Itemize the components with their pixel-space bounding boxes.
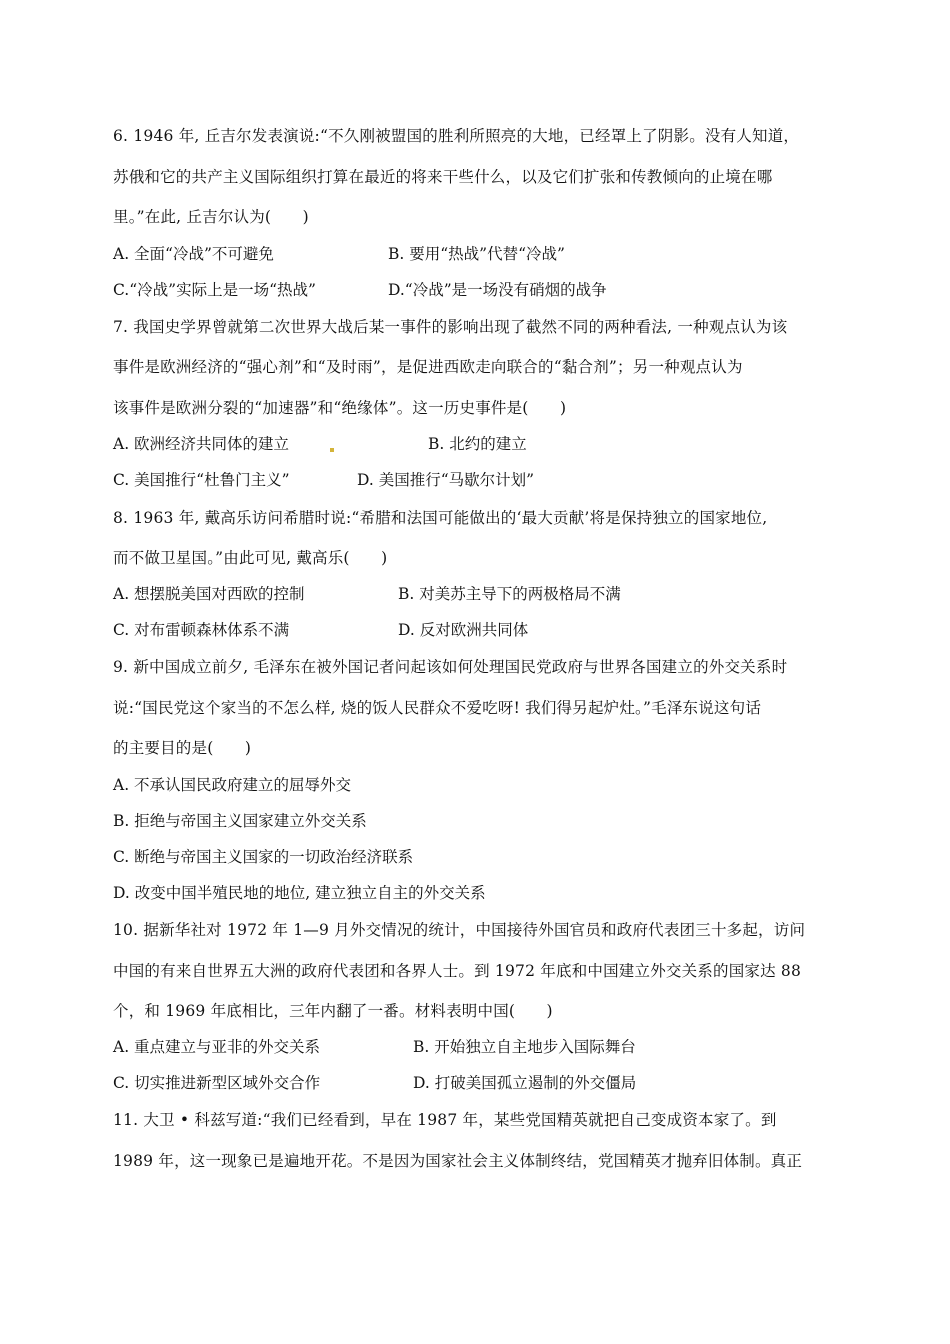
question-6-line-2: 苏俄和它的共产主义国际组织打算在最近的将来干些什么，以及它们扩张和传教倾向的止境在哪 bbox=[113, 168, 773, 186]
question-9-option-a: A. 不承认国民政府建立的屈辱外交 bbox=[113, 776, 352, 794]
question-9-line-1: 9. 新中国成立前夕, 毛泽东在被外国记者问起该如何处理国民党政府与世界各国建立的外交关系时 bbox=[113, 658, 788, 676]
question-7-line-3: 该事件是欧洲分裂的“加速器”和“绝缘体”。这一历史事件是( ) bbox=[113, 399, 567, 417]
question-10-line-3: 个，和 1969 年底相比，三年内翻了一番。材料表明中国( ) bbox=[113, 1002, 553, 1020]
question-6-option-b: B. 要用“热战”代替“冷战” bbox=[388, 245, 565, 263]
question-11-line-2: 1989 年，这一现象已是遍地开花。不是因为国家社会主义体制终结，党国精英才抛弃旧体制。真正 bbox=[113, 1152, 803, 1170]
question-8-option-b: B. 对美苏主导下的两极格局不满 bbox=[398, 585, 621, 603]
question-7-option-b: B. 北约的建立 bbox=[428, 435, 527, 453]
question-7-option-c: C. 美国推行“杜鲁门主义” bbox=[113, 471, 290, 489]
question-8-line-2: 而不做卫星国。”由此可见, 戴高乐( ) bbox=[113, 549, 388, 567]
question-9-option-b: B. 拒绝与帝国主义国家建立外交关系 bbox=[113, 812, 367, 830]
question-6-option-d: D.“冷战”是一场没有硝烟的战争 bbox=[388, 281, 607, 299]
question-8-option-d: D. 反对欧洲共同体 bbox=[398, 621, 529, 639]
question-10-line-1: 10. 据新华社对 1972 年 1—9 月外交情况的统计，中国接待外国官员和政府代表团三十多起，访问 bbox=[113, 921, 806, 939]
question-8-option-a: A. 想摆脱美国对西欧的控制 bbox=[113, 585, 305, 603]
question-10-option-b: B. 开始独立自主地步入国际舞台 bbox=[413, 1038, 636, 1056]
question-7-line-2: 事件是欧洲经济的“强心剂”和“及时雨”，是促进西欧走向联合的“黏合剂”；另一种观点认为 bbox=[113, 358, 743, 376]
question-8-line-1: 8. 1963 年, 戴高乐访问希腊时说:“希腊和法国可能做出的‘最大贡献’将是保持独立的国家地位, bbox=[113, 509, 768, 527]
question-10-line-2: 中国的有来自世界五大洲的政府代表团和各界人士。到 1972 年底和中国建立外交关系的国家达 88 bbox=[113, 962, 802, 980]
question-9-line-2: 说:“国民党这个家当的不怎么样, 烧的饭人民群众不爱吃呀! 我们得另起炉灶。”毛泽东说这句话 bbox=[113, 699, 762, 717]
question-6-line-3: 里。”在此, 丘吉尔认为( ) bbox=[113, 208, 309, 226]
question-6-line-1: 6. 1946 年, 丘吉尔发表演说:“不久刚被盟国的胜利所照亮的大地，已经罩上了阴影。没有人知道， bbox=[113, 127, 800, 145]
question-7-line-1: 7. 我国史学界曾就第二次世界大战后某一事件的影响出现了截然不同的两种看法, 一种观点认为该 bbox=[113, 318, 788, 336]
question-7-option-d: D. 美国推行“马歇尔计划” bbox=[357, 471, 535, 489]
question-9-option-c: C. 断绝与帝国主义国家的一切政治经济联系 bbox=[113, 848, 414, 866]
question-10-option-d: D. 打破美国孤立遏制的外交僵局 bbox=[413, 1074, 637, 1092]
question-10-option-c: C. 切实推进新型区域外交合作 bbox=[113, 1074, 321, 1092]
question-6-option-a: A. 全面“冷战”不可避免 bbox=[113, 245, 274, 263]
question-7-option-a: A. 欧洲经济共同体的建立 bbox=[113, 435, 290, 453]
question-6-option-c: C.“冷战”实际上是一场“热战” bbox=[113, 281, 316, 299]
question-10-option-a: A. 重点建立与亚非的外交关系 bbox=[113, 1038, 321, 1056]
question-9-option-d: D. 改变中国半殖民地的地位, 建立独立自主的外交关系 bbox=[113, 884, 486, 902]
question-11-line-1: 11. 大卫 • 科兹写道:“我们已经看到，早在 1987 年，某些党国精英就把自己变成资本家了。到 bbox=[113, 1111, 777, 1129]
stray-mark bbox=[330, 448, 334, 452]
question-9-line-3: 的主要目的是( ) bbox=[113, 739, 252, 757]
question-8-option-c: C. 对布雷顿森林体系不满 bbox=[113, 621, 290, 639]
